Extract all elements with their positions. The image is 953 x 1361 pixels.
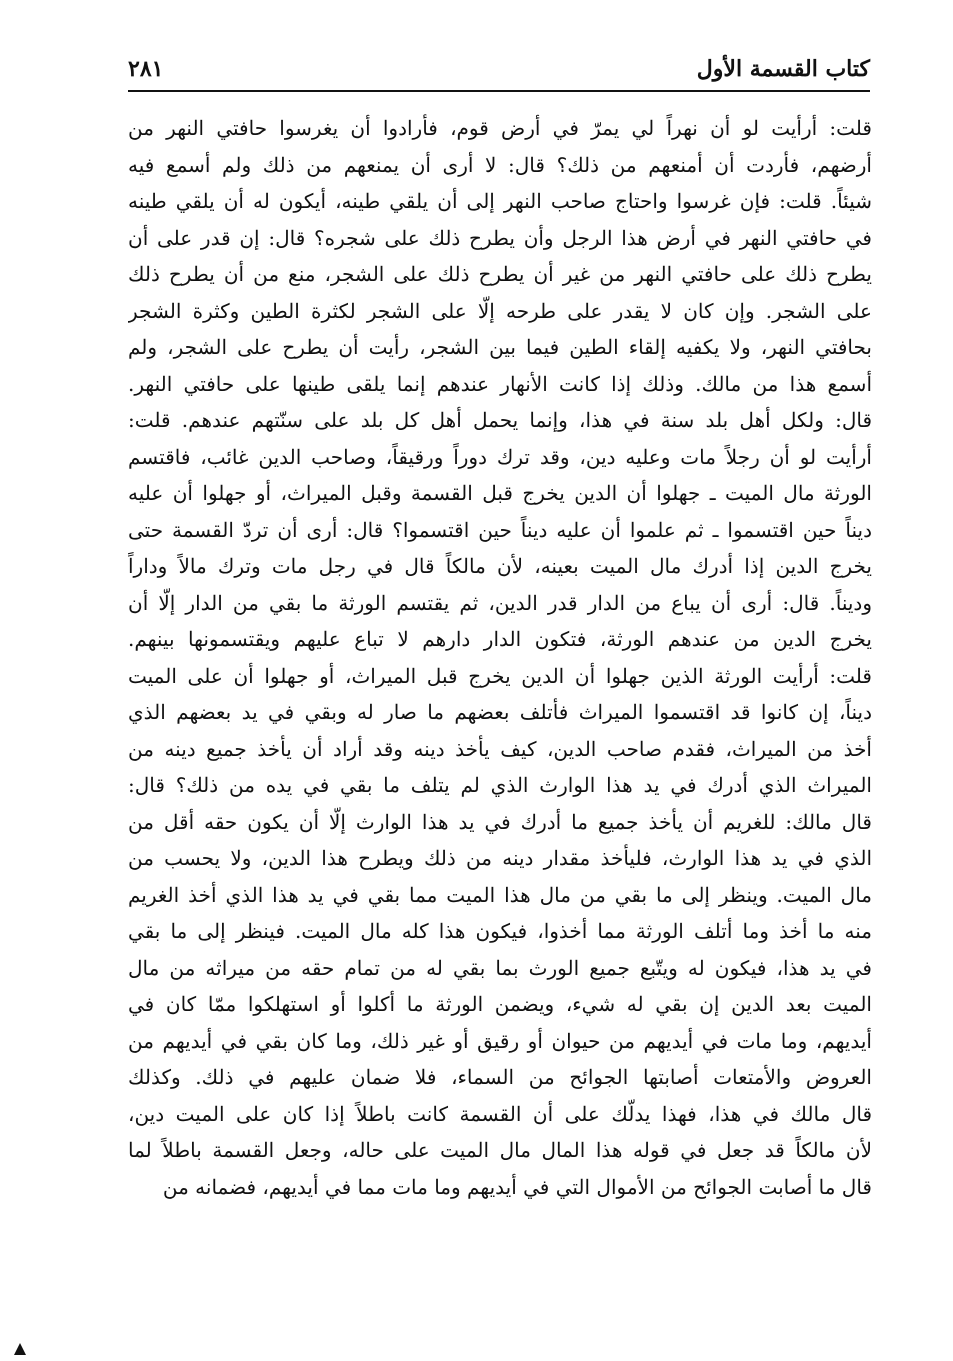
page-number: ٢٨١ <box>128 56 164 82</box>
text-line: شيئاً. قلت: فإن غرسوا واحتاج صاحب النهر إلى أن يلقي طينه، أيكون له أن يلقي طينه <box>128 189 872 213</box>
page-header <box>128 52 870 92</box>
text-line: الميت بعد الدين إن بقي له شيء، ويضمن الورثة ما أكلوا أو استهلكوا ممّا كان في <box>128 992 872 1016</box>
text-line: وديناً. قال: أرى أن يباع من الدار قدر الدين، ثم يقتسم الورثة ما بقي من الدار إلّا أن <box>128 590 872 615</box>
text-line: العروض والأمتعات أصابتها الجوائح من السماء، فلا ضمان عليهم في ذلك. وكذلك <box>128 1065 872 1089</box>
text-line: مال الميت. وينظر إلى ما بقي من مال هذا الميت مما بقي في يد هذا الذي أخذ الغريم <box>128 882 872 907</box>
text-line: الذي في يد هذا الوارث، فليأخذ مقدار دينه من ذلك ويطرح هذا الدين، ولا يحسب من <box>128 846 872 870</box>
text-line: الورثة مال الميت ـ جهلوا أن الدين يخرج قبل القسمة وقبل الميراث، أو جهلوا أن عليه <box>128 481 872 505</box>
text-line: يطرح ذلك على حافتي النهر من غير أن يطرح ذلك على الشجر، منع من أن يطرح ذلك <box>128 262 872 286</box>
text-line: قلت: أرأيت الورثة الذين جهلوا أن الدين يخرج قبل الميراث، أو جهلوا أن على الميت <box>128 663 872 688</box>
text-line: في حافتي النهر في أرض هذا الرجل وأن يطرح ذلك على شجره؟ قال: إن قدر على أن <box>128 225 872 250</box>
text-line: منه ما أخذ وما أتلف الورثة مما أخذوا، فيكون هذا كله مال الميت. فينظر إلى ما بقي <box>128 919 872 943</box>
text-line: قال: ولكل أهل بلد سنة في هذا، وإنما يحمل أهل كل بلد على سنّتهم عندهم. قلت: <box>128 408 872 432</box>
text-line: يخرج الدين إذا أدرك مال الميت بعينه، لأن مالكاً قال في رجل مات وترك مالاً وداراً <box>128 554 872 578</box>
header-divider <box>128 90 870 92</box>
text-line: الميراث الذي أدرك في يد هذا الوارث الذي لم يتلف ما بقي في يده من ذلك؟ قال: <box>128 773 872 797</box>
text-line: أسمع هذا من مالك. وذلك إذا كانت الأنهار عندهم إنما يلقى طينها على حافتي النهر. <box>128 371 872 396</box>
text-line: يخرج الدين من عندهم الورثة، فتكون الدار دارهم لا تباع عليهم ويقتسمونها بينهم. <box>128 627 872 651</box>
text-line: قال مالك في هذا، فهذا يدلّك على أن القسمة كانت باطلاً إذا كان على الميت دين، <box>128 1101 872 1126</box>
body-text <box>128 110 872 1205</box>
text-line: قال ما أصابت الجوائح من الأموال التي في أيديهم وما مات مما في أيديهم، فضمانه من <box>162 1174 872 1199</box>
text-line: ديناً، إن كانوا قد اقتسموا الميراث فأتلف بعضهم ما صار له وبقي في يد بعضهم الذي <box>128 700 872 724</box>
text-line: بحافتي النهر، ولا يكفيه إلقاء الطين فيما بين الشجر، رأيت أن يطرح على الشجر، ولم <box>128 335 872 359</box>
text-line: أرضهم، فأردت أن أمنعهم من ذلك؟ قال: لا أرى أن يمنعهم من ذلك ولم أسمع فيه <box>128 152 872 177</box>
text-line: أخذ من الميراث، فقدم صاحب الدين، كيف يأخذ دينه وقد أراد أن يأخذ جميع دينه من <box>128 736 872 761</box>
text-line: أيديهم، وما مات في أيديهم من حيوان أو رقيق أو غير ذلك، وما كان بقي في أيديهم من <box>128 1028 872 1053</box>
text-line: أرأيت لو أن رجلاً مات وعليه دين، وقد ترك دوراً ورقيقاً، وصاحب الدين غائب، فاقتسم <box>128 444 872 469</box>
text-line: لأن مالكاً قد جعل في قوله هذا المال مال الميت على حاله، وجعل القسمة باطلاً لما <box>128 1138 872 1162</box>
scan-corner-mark <box>14 1343 26 1355</box>
text-line: في يد هذا، فيكون له ويتّبع جميع الورث بما بقي له من تمام حقه من ميراثه من مال <box>128 955 872 980</box>
book-section-title: كتاب القسمة الأول <box>696 56 870 82</box>
text-line: قلت: أرأيت لو أن نهراً لي يمرّ في أرض قوم، فأرادوا أن يغرسوا حافتي النهر من <box>128 116 872 140</box>
text-line: قال مالك: للغريم أن يأخذ جميع ما أدرك في يد هذا الوارث إلّا أن يكون حقه أقل من <box>128 809 872 834</box>
text-line: على الشجر. وإن كان لا يقدر على طرحه إلّا على الشجر لكثرة الطين وكثرة الشجر <box>128 298 872 323</box>
text-line: ديناً حين اقتسموا ـ ثم علموا أن عليه ديناً حين اقتسموا؟ قال: أرى أن تردّ القسمة حتى <box>128 517 872 542</box>
